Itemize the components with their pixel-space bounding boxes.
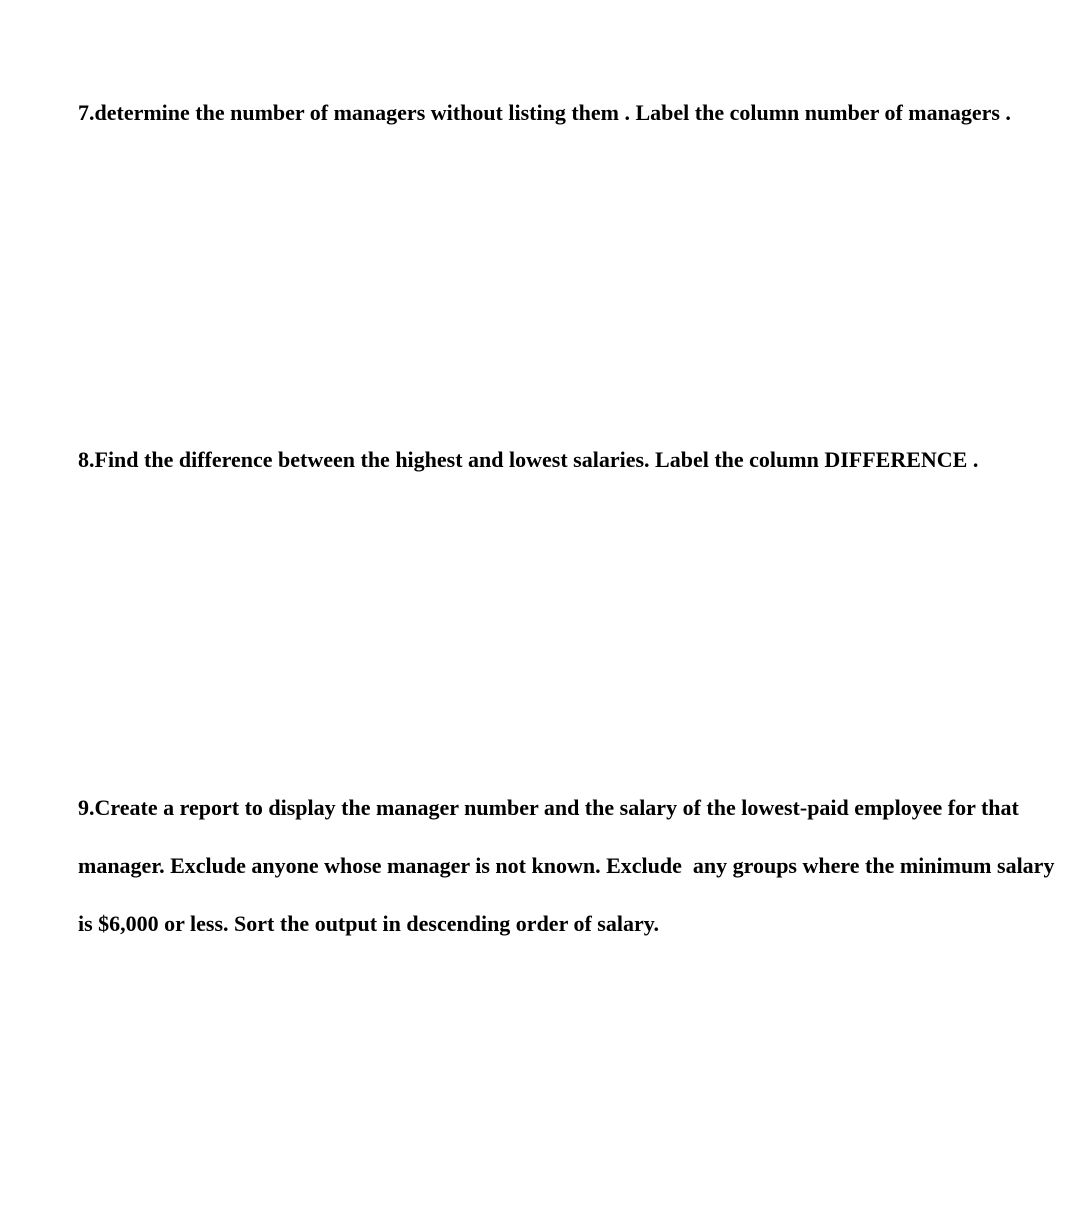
- question-8-text: 8.Find the difference between the highest and lowest salaries. Label the column DIFFERENCE .: [78, 447, 979, 472]
- question-9-text: 9.Create a report to display the manager number and the salary of the lowest-paid employee for that manager. Exclude anyone whose manager is not known. Exclude any groups where the minimum salary is $6,000 or less. Sort the output in descending order of salary.: [78, 795, 1060, 936]
- question-7-text: 7.determine the number of managers without listing them . Label the column number of managers .: [78, 100, 1011, 125]
